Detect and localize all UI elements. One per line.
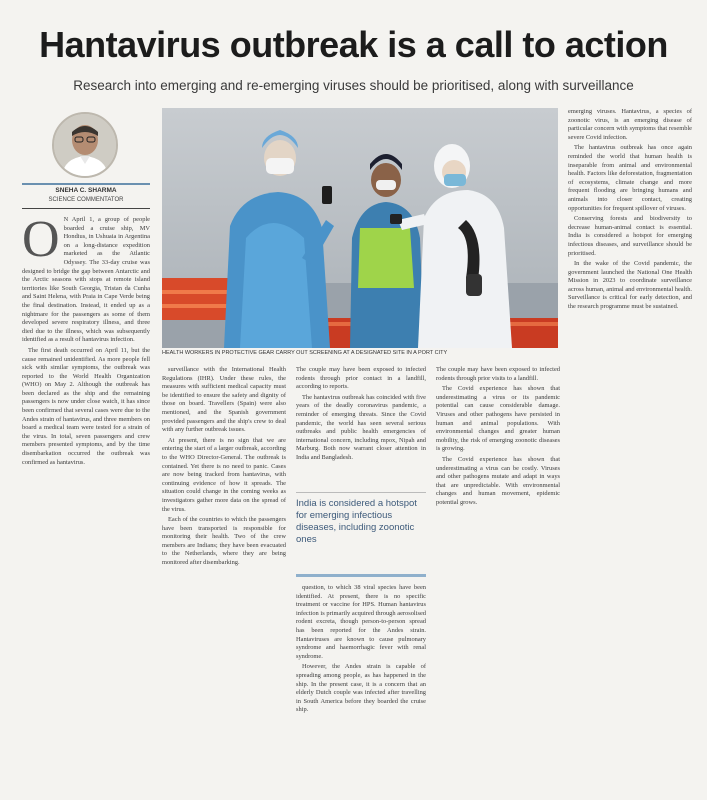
paragraph: emerging viruses. Hantavirus, a species of zoonotic virus, is an emerging disease of particular concern with symptoms that resemble severe Covid infection.: [568, 108, 692, 141]
dropcap-letter: O: [22, 216, 60, 268]
paragraph: The hantavirus outbreak has once again reminded the world that human health is inseparable from animal and environmental health. Factors like deforestation, fragmentation of ecosystems, climate change and more frequent flooding are bringing humans and animals into closer contact, creating opportunities for frequent spillover of viruses.: [568, 144, 692, 212]
article-column-5: [568, 108, 692, 788]
paragraph: The Covid experience has shown that underestimating a virus can be costly. Viruses and other pathogens mutate and adapt in ways that are unpredictable. With environmental changes and human movement, epidemic potential grows.: [436, 455, 560, 506]
article-column-2: [162, 366, 286, 788]
standfirst: Research into emerging and re-emerging viruses should be prioritised, along with surveillance: [73, 78, 634, 93]
pull-quote: India is considered a hotspot for emerging infectious diseases, including zoonotic ones: [296, 498, 417, 545]
paragraph: At present, there is no sign that we are entering the start of a larger outbreak, according to the WHO Director-General. The outbreak is contained. Yet there is no need to panic. Cases are now being tracked from hantavirus, with continuing evidence of how it spreads. The situation could change in the coming weeks as investigators gather more data on the spread of the virus.: [162, 436, 286, 513]
paragraph: The first death occurred on April 11, but the cause remained unidentified. As more people fell sick with similar symptoms, the outbreak was reported to the World Health Organization (WHO) on May 2. Although the outbreak has been declared as the ship and the remaining passengers is now under close watch, it has since been confirmed that several cases were due to the Andes strain of hantavirus, and three members on board a medical team were tested for a strain of the virus. In total, seven passengers and crew members presented symptoms, and by the time disembarkation occurred the outbreak was confirmed as hantavirus.: [22, 346, 150, 466]
article-column-3-lower: [296, 584, 426, 788]
paragraph: In the wake of the Covid pandemic, the government launched the National One Health Mission in 2023 to coordinate surveillance across human, animal and environmental health. Surveillance is critical for early detection, and the research programme must be sustained.: [568, 260, 692, 311]
headline: Hantavirus outbreak is a call to action: [39, 24, 668, 65]
paragraph: However, the Andes strain is capable of spreading among people, as has happened in the ship. In the present case, it is a concern that an elderly Dutch couple was infected after travelling in South America before they boarded the cruise ship.: [296, 663, 426, 714]
paragraph: The hantavirus outbreak has coincided with five years of the deadly coronavirus pandemic, a reminder of emerging threats. Since the Covid pandemic, the world has seen several serious outbreaks and public health emergencies of international concern, including mpox, Nipah and Marburg. Both now warrant closer attention in India and Bangladesh.: [296, 393, 426, 461]
pull-quote-rule-bottom: [296, 574, 426, 577]
article-column-4: [436, 366, 560, 788]
paragraph: The couple may have been exposed to infected rodents through prior contact in a landfill, according to reports.: [296, 366, 426, 391]
author-name: SNEHA C. SHARMA: [55, 187, 117, 194]
author-rule-top: [22, 183, 150, 185]
article-column-1: [22, 216, 150, 788]
author-rule-bottom: [22, 208, 150, 209]
author-role: SCIENCE COMMENTATOR: [48, 197, 124, 203]
paragraph: Each of the countries to which the passengers have been transported is responsible for monitoring their health. Two of the crew members are Indians; they have been evacuated to the Netherlands, where they are being monitored after disembarking.: [162, 516, 286, 567]
paragraph: The couple may have been exposed to infected rodents through prior visits to a landfill.: [436, 366, 560, 382]
paragraph: N April 1, a group of people boarded a cruise ship, MV Hondius, in Ushuaia in Argentina on a long-distance expedition marketed as the Atlantic Odyssey. The 33-day cruise was designed to bridge the gap between Antarctic and the Arctic seasons with stops at remote island territories like South Georgia, Tristan da Cunha and Saint Helena, with Praia in Cape Verde being the final destination. Instead, it ended up as a nightmare for the passengers as some of them developed severe respiratory illness, and three died due to the illness, which was subsequently identified as a result of hantavirus infection.: [22, 216, 150, 344]
paragraph: question, to which 38 viral species have been identified. At present, there is no specific treatment or vaccine for HPS. Human hantavirus infection is primarily acquired through aerosolised rodent excreta, though person-to-person spread has been reported for the Andes strain. Hantaviruses are known to cause pulmonary syndrome and haemorrhagic fever with renal syndrome.: [296, 584, 426, 660]
article-column-3: [296, 366, 426, 490]
author-photo: [52, 112, 118, 178]
photo-caption: HEALTH WORKERS IN PROTECTIVE GEAR CARRY OUT SCREENING AT A DESIGNATED SITE IN A PORT CITY: [162, 350, 448, 356]
paragraph: Conserving forests and biodiversity to decrease human-animal contact is essential. India is considered a hotspot for emerging infectious diseases, and surveillance should be prioritised.: [568, 215, 692, 257]
paragraph: The Covid experience has shown that underestimating a virus or its pandemic potential can cause considerable damage. Viruses and other pathogens have persisted in human and animal populations. With environmental changes and greater human mobility, the risk of emerging zoonotic diseases is growing.: [436, 385, 560, 453]
pull-quote-rule-top: [296, 492, 426, 493]
paragraph: surveillance with the International Health Regulations (IHR). Under these rules, the measures with sufficient medical capacity must be identified to ensure the safety and dignity of those on board. Travellers (Spain) were also mentioned, and the Spanish government provided passengers and the ship's crew to deal with any further outbreak issues.: [162, 366, 286, 434]
news-photo: [162, 108, 558, 348]
